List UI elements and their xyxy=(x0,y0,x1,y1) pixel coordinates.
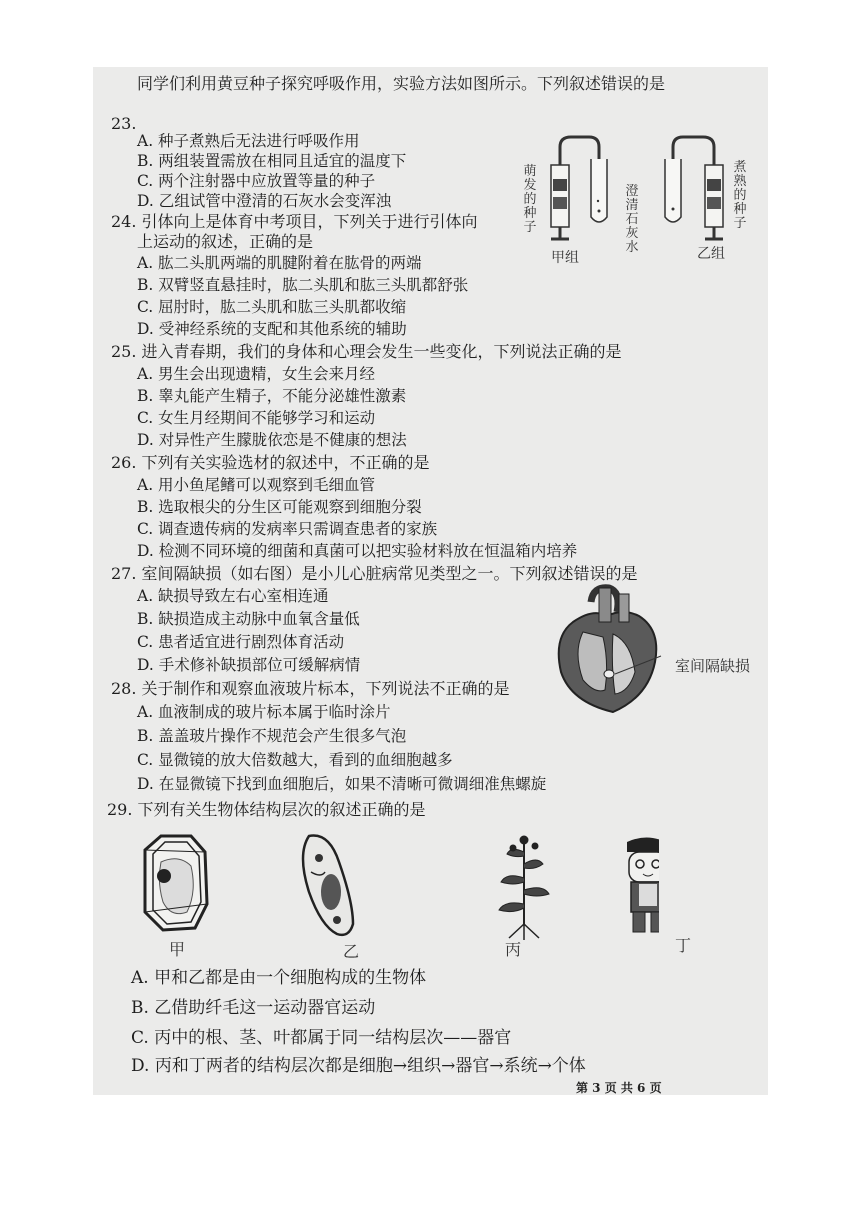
cooked-seed-label: 煮熟的种子 xyxy=(733,160,747,231)
group-b-label: 乙组 xyxy=(697,246,725,262)
q23-option-c: C. 两个注射器中应放置等量的种子 xyxy=(137,172,376,190)
germinating-seed-label: 萌发的种子 xyxy=(523,164,537,235)
q29-option-a: A. 甲和乙都是由一个细胞构成的生物体 xyxy=(131,968,427,988)
q24-option-b: B. 双臂竖直悬挂时，肱二头肌和肱三头肌都舒张 xyxy=(137,276,469,294)
q24-option-a: A. 肱二头肌两端的肌腱附着在肱骨的两端 xyxy=(137,254,422,272)
q26-option-b: B. 选取根尖的分生区可能观察到细胞分裂 xyxy=(137,498,422,516)
q29-option-b: B. 乙借助纤毛这一运动器官运动 xyxy=(131,998,376,1018)
q29-option-d: D. 丙和丁两者的结构层次都是细胞→组织→器官→系统→个体 xyxy=(131,1056,586,1076)
q29-option-c: C. 丙中的根、茎、叶都属于同一结构层次——器官 xyxy=(131,1028,512,1048)
q27-option-c: C. 患者适宜进行剧烈体育活动 xyxy=(137,633,345,651)
q25-option-b: B. 睾丸能产生精子，不能分泌雄性激素 xyxy=(137,387,407,405)
label-yi: 乙 xyxy=(343,942,360,961)
group-a-label: 甲组 xyxy=(551,250,579,266)
person-icon xyxy=(627,837,659,932)
q26-option-c: C. 调查遗传病的发病率只需调查患者的家族 xyxy=(137,520,438,538)
q27-option-d: D. 手术修补缺损部位可缓解病情 xyxy=(137,656,361,674)
q24-option-c: C. 屈肘时，肱二头肌和肱三头肌都收缩 xyxy=(137,298,407,316)
q28-option-b: B. 盖盖玻片操作不规范会产生很多气泡 xyxy=(137,727,407,745)
q24-stem-line1: 24. 引体向上是体育中考项目，下列关于进行引体向 xyxy=(111,212,478,231)
q24-option-d: D. 受神经系统的支配和其他系统的辅助 xyxy=(137,320,407,338)
q26-option-d: D. 检测不同环境的细菌和真菌可以把实验材料放在恒温箱内培养 xyxy=(137,542,578,560)
q28-stem: 28. 关于制作和观察血液玻片标本，下列说法不正确的是 xyxy=(111,679,510,698)
q25-option-d: D. 对异性产生朦胧依恋是不健康的想法 xyxy=(137,431,407,449)
label-jia: 甲 xyxy=(169,940,186,959)
q25-option-c: C. 女生月经期间不能够学习和运动 xyxy=(137,409,376,427)
exam-page xyxy=(93,67,768,1095)
flowering-plant-icon xyxy=(499,836,549,940)
q27-option-a: A. 缺损导致左右心室相连通 xyxy=(137,587,329,605)
q26-option-a: A. 用小鱼尾鳍可以观察到毛细血管 xyxy=(137,476,376,494)
q29-stem: 29. 下列有关生物体结构层次的叙述正确的是 xyxy=(107,800,426,819)
q23-stem-tail: 同学们利用黄豆种子探究呼吸作用，实验方法如图所示。下列叙述错误的是 xyxy=(137,74,666,93)
plant-cell-icon xyxy=(145,836,207,930)
label-ding: 丁 xyxy=(675,936,692,955)
q28-option-c: C. 显微镜的放大倍数越大，看到的血细胞越多 xyxy=(137,751,453,769)
limewater-label: 澄清石灰水 xyxy=(625,184,639,255)
q25-stem: 25. 进入青春期，我们的身体和心理会发生一些变化，下列说法正确的是 xyxy=(111,342,622,361)
page-footer: 第 3 页 共 6 页 xyxy=(576,1081,662,1095)
q28-option-a: A. 血液制成的玻片标本属于临时涂片 xyxy=(137,703,391,721)
paramecium-icon xyxy=(303,836,353,935)
q26-stem: 26. 下列有关实验选材的叙述中，不正确的是 xyxy=(111,453,430,472)
heart-diagram xyxy=(543,582,663,717)
q24-stem-line2: 上运动的叙述，正确的是 xyxy=(137,232,314,251)
q23-number: 23. xyxy=(111,114,137,133)
q27-option-b: B. 缺损造成主动脉中血氧含量低 xyxy=(137,610,360,628)
organisms-figure xyxy=(139,832,659,942)
vsd-label: 室间隔缺损 xyxy=(675,657,751,675)
q25-option-a: A. 男生会出现遗精，女生会来月经 xyxy=(137,365,376,383)
q23-option-a: A. 种子煮熟后无法进行呼吸作用 xyxy=(137,132,360,150)
q23-option-d: D. 乙组试管中澄清的石灰水会变浑浊 xyxy=(137,192,392,210)
q28-option-d: D. 在显微镜下找到血细胞后，如果不清晰可微调细准焦螺旋 xyxy=(137,775,547,793)
label-bing: 丙 xyxy=(505,940,522,959)
q23-option-b: B. 两组装置需放在相同且适宜的温度下 xyxy=(137,152,407,170)
q27-stem: 27. 室间隔缺损（如右图）是小儿心脏病常见类型之一。下列叙述错误的是 xyxy=(111,564,638,583)
